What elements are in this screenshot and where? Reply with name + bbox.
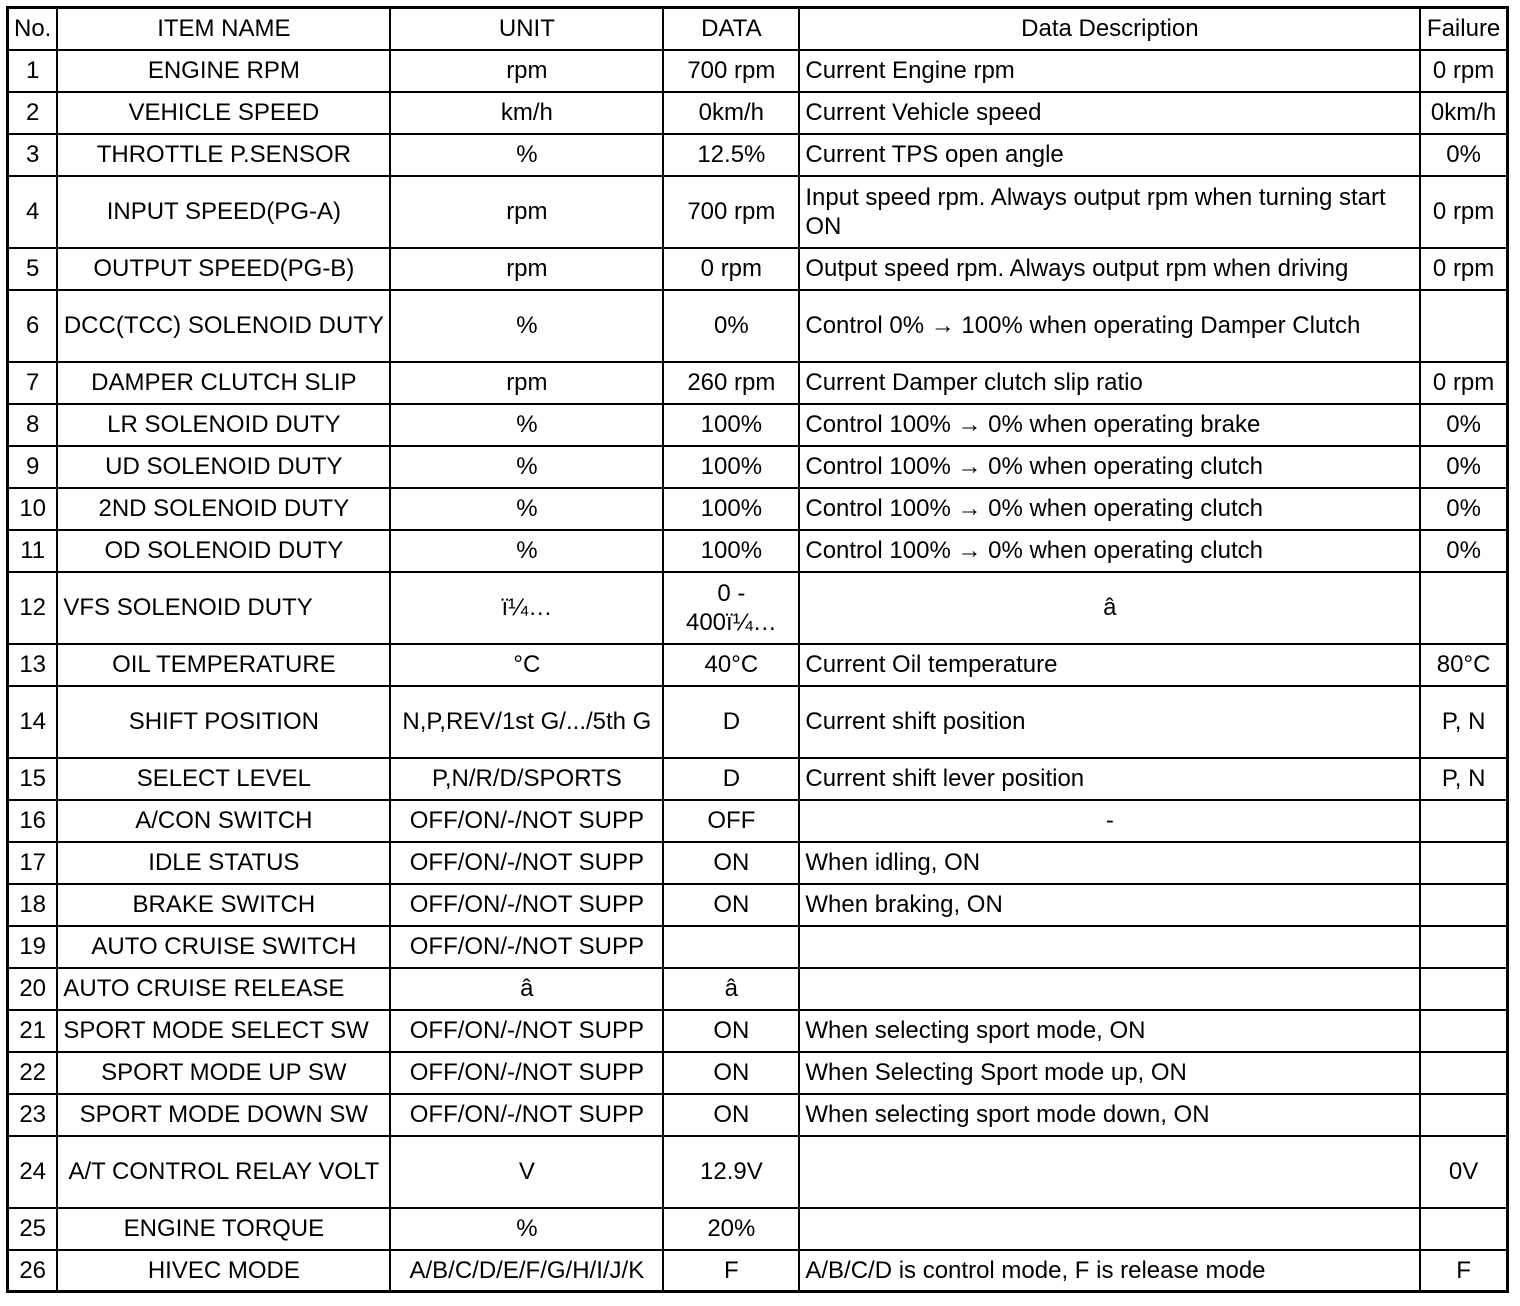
cell-unit: %: [390, 446, 663, 488]
cell-failure: [1420, 1208, 1507, 1250]
cell-failure: 0 rpm: [1420, 50, 1507, 92]
cell-failure: 0V: [1420, 1136, 1507, 1208]
cell-unit: km/h: [390, 92, 663, 134]
header-unit: UNIT: [390, 8, 663, 50]
cell-unit: OFF/ON/-/NOT SUPP: [390, 842, 663, 884]
cell-description: Output speed rpm. Always output rpm when driving: [799, 248, 1420, 290]
cell-data: 40°C: [663, 644, 799, 686]
cell-description: Current Engine rpm: [799, 50, 1420, 92]
cell-failure: 0km/h: [1420, 92, 1507, 134]
cell-description: â: [799, 572, 1420, 644]
table-row: [8, 1208, 1508, 1250]
cell-description: Current Oil temperature: [799, 644, 1420, 686]
cell-no: 1: [8, 50, 58, 92]
cell-no: 13: [8, 644, 58, 686]
cell-failure: 0%: [1420, 134, 1507, 176]
cell-no: 11: [8, 530, 58, 572]
cell-failure: 0 rpm: [1420, 248, 1507, 290]
cell-data: 100%: [663, 446, 799, 488]
cell-no: 24: [8, 1136, 58, 1208]
cell-item-name: LR SOLENOID DUTY: [57, 404, 390, 446]
cell-item-name: UD SOLENOID DUTY: [57, 446, 390, 488]
cell-data: 12.5%: [663, 134, 799, 176]
cell-description: Control 0% → 100% when operating Damper Clutch: [799, 290, 1420, 362]
cell-data: 100%: [663, 530, 799, 572]
table-row: [8, 572, 1508, 644]
cell-item-name: BRAKE SWITCH: [57, 884, 390, 926]
cell-unit: rpm: [390, 176, 663, 248]
cell-data: 20%: [663, 1208, 799, 1250]
cell-failure: F: [1420, 1250, 1507, 1292]
cell-no: 9: [8, 446, 58, 488]
table-row: [8, 290, 1508, 362]
cell-unit: â: [390, 968, 663, 1010]
cell-data: 0km/h: [663, 92, 799, 134]
cell-item-name: DCC(TCC) SOLENOID DUTY: [57, 290, 390, 362]
header-data: DATA: [663, 8, 799, 50]
cell-item-name: SPORT MODE UP SW: [57, 1052, 390, 1094]
table-row: [8, 176, 1508, 248]
table-row: [8, 758, 1508, 800]
cell-description: [799, 1208, 1420, 1250]
cell-failure: 0 rpm: [1420, 362, 1507, 404]
table-row: [8, 362, 1508, 404]
cell-unit: OFF/ON/-/NOT SUPP: [390, 884, 663, 926]
cell-description: [799, 1136, 1420, 1208]
cell-failure: 0%: [1420, 404, 1507, 446]
cell-data: 0%: [663, 290, 799, 362]
cell-item-name: SELECT LEVEL: [57, 758, 390, 800]
cell-failure: P, N: [1420, 758, 1507, 800]
cell-description: Input speed rpm. Always output rpm when turning start ON: [799, 176, 1420, 248]
cell-failure: 0%: [1420, 530, 1507, 572]
cell-unit: %: [390, 134, 663, 176]
cell-no: 15: [8, 758, 58, 800]
table-body: [8, 50, 1508, 1292]
cell-no: 23: [8, 1094, 58, 1136]
cell-no: 5: [8, 248, 58, 290]
cell-unit: rpm: [390, 362, 663, 404]
table-row: [8, 248, 1508, 290]
header-no: No.: [8, 8, 58, 50]
cell-description: Control 100% → 0% when operating clutch: [799, 446, 1420, 488]
cell-no: 19: [8, 926, 58, 968]
cell-item-name: AUTO CRUISE SWITCH: [57, 926, 390, 968]
cell-data: 700 rpm: [663, 176, 799, 248]
cell-description: When braking, ON: [799, 884, 1420, 926]
cell-no: 21: [8, 1010, 58, 1052]
cell-description: Current Damper clutch slip ratio: [799, 362, 1420, 404]
header-description: Data Description: [799, 8, 1420, 50]
table-row: [8, 1250, 1508, 1292]
cell-data: D: [663, 686, 799, 758]
cell-description: [799, 926, 1420, 968]
cell-data: ON: [663, 1094, 799, 1136]
cell-item-name: HIVEC MODE: [57, 1250, 390, 1292]
cell-description: Control 100% → 0% when operating clutch: [799, 530, 1420, 572]
cell-description: Current shift position: [799, 686, 1420, 758]
cell-item-name: SPORT MODE SELECT SW: [57, 1010, 390, 1052]
cell-description: When idling, ON: [799, 842, 1420, 884]
cell-failure: 0%: [1420, 446, 1507, 488]
cell-unit: %: [390, 530, 663, 572]
table-row: [8, 488, 1508, 530]
cell-unit: OFF/ON/-/NOT SUPP: [390, 926, 663, 968]
cell-item-name: ENGINE TORQUE: [57, 1208, 390, 1250]
cell-data: ON: [663, 1052, 799, 1094]
cell-unit: P,N/R/D/SPORTS: [390, 758, 663, 800]
cell-no: 4: [8, 176, 58, 248]
cell-item-name: IDLE STATUS: [57, 842, 390, 884]
cell-unit: A/B/C/D/E/F/G/H/I/J/K: [390, 1250, 663, 1292]
cell-no: 18: [8, 884, 58, 926]
cell-failure: [1420, 572, 1507, 644]
cell-failure: [1420, 290, 1507, 362]
cell-description: Current shift lever position: [799, 758, 1420, 800]
cell-data: â: [663, 968, 799, 1010]
cell-failure: [1420, 884, 1507, 926]
data-table-container: [6, 6, 1509, 1293]
cell-no: 14: [8, 686, 58, 758]
cell-no: 12: [8, 572, 58, 644]
cell-item-name: SHIFT POSITION: [57, 686, 390, 758]
cell-unit: °C: [390, 644, 663, 686]
cell-data: 0 rpm: [663, 248, 799, 290]
cell-unit: OFF/ON/-/NOT SUPP: [390, 1094, 663, 1136]
cell-unit: %: [390, 290, 663, 362]
cell-item-name: OD SOLENOID DUTY: [57, 530, 390, 572]
cell-no: 20: [8, 968, 58, 1010]
cell-data: ON: [663, 842, 799, 884]
cell-unit: OFF/ON/-/NOT SUPP: [390, 1010, 663, 1052]
cell-failure: [1420, 1010, 1507, 1052]
cell-unit: N,P,REV/1st G/.../5th G: [390, 686, 663, 758]
cell-data: 12.9V: [663, 1136, 799, 1208]
cell-description: Control 100% → 0% when operating clutch: [799, 488, 1420, 530]
cell-failure: [1420, 800, 1507, 842]
cell-failure: [1420, 1094, 1507, 1136]
cell-description: -: [799, 800, 1420, 842]
table-row: [8, 968, 1508, 1010]
cell-unit: OFF/ON/-/NOT SUPP: [390, 1052, 663, 1094]
header-row: [8, 8, 1508, 50]
table-row: [8, 1094, 1508, 1136]
cell-data: D: [663, 758, 799, 800]
cell-data: 700 rpm: [663, 50, 799, 92]
table-row: [8, 686, 1508, 758]
cell-unit: %: [390, 488, 663, 530]
table-row: [8, 404, 1508, 446]
cell-item-name: DAMPER CLUTCH SLIP: [57, 362, 390, 404]
cell-unit: %: [390, 1208, 663, 1250]
cell-unit: OFF/ON/-/NOT SUPP: [390, 800, 663, 842]
cell-description: Control 100% → 0% when operating brake: [799, 404, 1420, 446]
table-row: [8, 800, 1508, 842]
table-row: [8, 50, 1508, 92]
cell-no: 10: [8, 488, 58, 530]
cell-data: 100%: [663, 404, 799, 446]
table-row: [8, 1136, 1508, 1208]
cell-no: 7: [8, 362, 58, 404]
data-table: [6, 6, 1509, 1293]
cell-failure: 80°C: [1420, 644, 1507, 686]
table-row: [8, 644, 1508, 686]
table-row: [8, 530, 1508, 572]
cell-description: When Selecting Sport mode up, ON: [799, 1052, 1420, 1094]
cell-description: A/B/C/D is control mode, F is release mode: [799, 1250, 1420, 1292]
cell-unit: V: [390, 1136, 663, 1208]
cell-description: [799, 968, 1420, 1010]
cell-data: 100%: [663, 488, 799, 530]
cell-unit: rpm: [390, 248, 663, 290]
cell-no: 22: [8, 1052, 58, 1094]
cell-failure: 0 rpm: [1420, 176, 1507, 248]
cell-item-name: A/T CONTROL RELAY VOLT: [57, 1136, 390, 1208]
cell-description: Current Vehicle speed: [799, 92, 1420, 134]
cell-item-name: SPORT MODE DOWN SW: [57, 1094, 390, 1136]
cell-failure: P, N: [1420, 686, 1507, 758]
cell-item-name: VEHICLE SPEED: [57, 92, 390, 134]
cell-data: ON: [663, 1010, 799, 1052]
cell-no: 17: [8, 842, 58, 884]
cell-item-name: ENGINE RPM: [57, 50, 390, 92]
cell-no: 3: [8, 134, 58, 176]
cell-description: When selecting sport mode, ON: [799, 1010, 1420, 1052]
cell-item-name: AUTO CRUISE RELEASE: [57, 968, 390, 1010]
cell-no: 2: [8, 92, 58, 134]
header-item-name: ITEM NAME: [57, 8, 390, 50]
cell-failure: [1420, 842, 1507, 884]
cell-data: F: [663, 1250, 799, 1292]
cell-data: 0 - 400ï¼…: [663, 572, 799, 644]
cell-unit: ï¼…: [390, 572, 663, 644]
cell-item-name: THROTTLE P.SENSOR: [57, 134, 390, 176]
header-failure: Failure: [1420, 8, 1507, 50]
cell-unit: %: [390, 404, 663, 446]
table-row: [8, 842, 1508, 884]
cell-item-name: OUTPUT SPEED(PG-B): [57, 248, 390, 290]
cell-no: 8: [8, 404, 58, 446]
cell-item-name: 2ND SOLENOID DUTY: [57, 488, 390, 530]
cell-item-name: VFS SOLENOID DUTY: [57, 572, 390, 644]
cell-no: 25: [8, 1208, 58, 1250]
cell-data: [663, 926, 799, 968]
cell-unit: rpm: [390, 50, 663, 92]
table-row: [8, 1052, 1508, 1094]
table-row: [8, 926, 1508, 968]
cell-no: 6: [8, 290, 58, 362]
cell-data: OFF: [663, 800, 799, 842]
cell-failure: 0%: [1420, 488, 1507, 530]
table-row: [8, 92, 1508, 134]
table-row: [8, 446, 1508, 488]
table-row: [8, 134, 1508, 176]
table-row: [8, 1010, 1508, 1052]
cell-failure: [1420, 968, 1507, 1010]
cell-item-name: INPUT SPEED(PG-A): [57, 176, 390, 248]
cell-description: When selecting sport mode down, ON: [799, 1094, 1420, 1136]
cell-failure: [1420, 926, 1507, 968]
cell-description: Current TPS open angle: [799, 134, 1420, 176]
cell-item-name: A/CON SWITCH: [57, 800, 390, 842]
cell-data: ON: [663, 884, 799, 926]
cell-failure: [1420, 1052, 1507, 1094]
table-row: [8, 884, 1508, 926]
cell-no: 26: [8, 1250, 58, 1292]
cell-item-name: OIL TEMPERATURE: [57, 644, 390, 686]
cell-no: 16: [8, 800, 58, 842]
cell-data: 260 rpm: [663, 362, 799, 404]
